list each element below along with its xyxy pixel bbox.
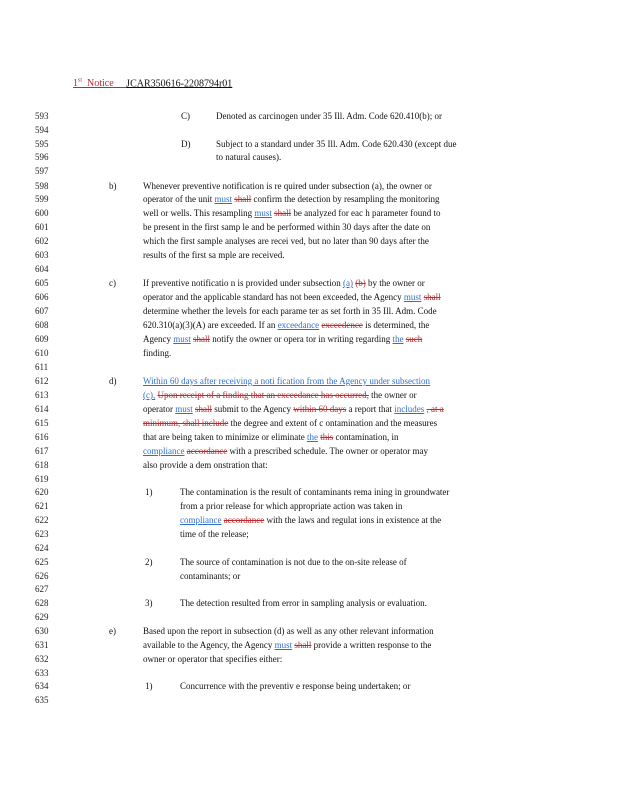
line-number: 627: [35, 584, 49, 594]
subsection-c-line4: 620.310(a)(3)(A) are exceeded. If an exceedance exceedence is determined, the: [143, 320, 430, 330]
line-number: 600: [35, 208, 49, 218]
line-number: 609: [35, 334, 49, 344]
inserted-text: (a): [342, 278, 353, 288]
line-number: 614: [35, 404, 49, 414]
document-id: JCAR350616-2208794r01: [126, 78, 233, 90]
deleted-text: Upon receipt of a finding that an exceedance has occurred,: [157, 390, 369, 400]
subsection-c-line3: determine whether the levels for each parame ter as set forth in 35 Ill. Adm. Code: [143, 306, 437, 316]
line-number: 621: [35, 501, 49, 511]
subsection-b-line5: which the first sample analyses are recei ved, but no later than 90 days after the: [143, 236, 429, 246]
item-d2-line2: contaminants; or: [180, 571, 241, 581]
subsection-b-line4: be present in the first samp le and be performed within 30 days after the date on: [143, 222, 431, 232]
line-number: 630: [35, 626, 49, 636]
inserted-text: must: [403, 292, 422, 302]
line-number: 607: [35, 306, 49, 316]
deleted-text: shall: [274, 208, 292, 218]
line-number: 601: [35, 222, 49, 232]
line-number: 594: [35, 125, 49, 135]
subsection-e-line1: Based upon the report in subsection (d) as well as any other relevant information: [143, 626, 434, 636]
inserted-text: the: [306, 432, 318, 442]
inserted-text: exceedance: [277, 320, 320, 330]
deleted-text: , at a: [426, 404, 444, 414]
subsection-b-line6: results of the first sa mple are received.: [143, 250, 285, 260]
inserted-text: compliance: [143, 446, 185, 456]
line-number: 603: [35, 250, 49, 260]
subsection-d-line2: (c), Upon receipt of a finding that an exceedance has occurred, the owner or: [143, 390, 417, 400]
subsection-b-line3: well or wells. This resampling must shall be analyzed for eac h parameter found to: [143, 208, 441, 218]
line-number: 626: [35, 571, 49, 581]
inserted-text: includes: [394, 404, 425, 414]
line-number: 617: [35, 446, 49, 456]
subsection-label-b: b): [109, 181, 117, 191]
deleted-text: accordance: [223, 515, 265, 525]
line-number: 620: [35, 487, 49, 497]
subsection-d-line6: compliance accordance with a prescribed schedule. The owner or operator may: [143, 446, 428, 456]
deleted-text: shall: [195, 404, 212, 414]
line-number: 605: [35, 278, 49, 288]
deleted-text: (b): [355, 278, 366, 288]
item-d1-line4: time of the release;: [180, 529, 249, 539]
line-number: 623: [35, 529, 49, 539]
line-number: 624: [35, 543, 49, 553]
subsection-d-line1: Within 60 days after receiving a noti fication from the Agency under subsection: [143, 376, 431, 386]
deleted-text: minimum, shall include: [143, 418, 229, 428]
inserted-text: (c),: [143, 390, 156, 400]
notice-header: [73, 78, 232, 89]
subsection-b-line1: Whenever preventive notification is re quired under subsection (a), the owner or: [143, 181, 432, 191]
item-label-d1: 1): [145, 487, 153, 497]
line-number: 628: [35, 598, 49, 608]
deleted-text: such: [405, 334, 423, 344]
subsection-c-line5: Agency must shall notify the owner or opera tor in writing regarding the such: [143, 334, 423, 344]
item-label-e1: 1): [145, 681, 153, 691]
line-number: 622: [35, 515, 49, 525]
subsection-b-line2: operator of the unit must shall confirm the detection by resampling the monitoring: [143, 194, 440, 204]
inserted-text: must: [173, 334, 191, 344]
line-number: 604: [35, 264, 49, 274]
line-number: 615: [35, 418, 49, 428]
item-d1-line2: from a prior release for which appropriate action was taken in: [180, 501, 403, 511]
line-number: 598: [35, 181, 49, 191]
item-e1-line1: Concurrence with the preventiv e response being undertaken; or: [180, 681, 411, 691]
line-number: 616: [35, 432, 49, 442]
subsection-d-line3: operator must shall submit to the Agency within 60 days a report that includes , at a: [143, 404, 444, 414]
item-d2-line1: The source of contamination is not due to the on-site release of: [180, 557, 407, 567]
subsection-d-line5: that are being taken to minimize or eliminate the this contamination, in: [143, 432, 399, 442]
line-number: 629: [35, 612, 49, 622]
line-number: 611: [35, 362, 49, 372]
inserted-text: must: [274, 640, 293, 650]
line-number: 608: [35, 320, 49, 330]
deleted-text: shall: [193, 334, 211, 344]
line-number: 625: [35, 557, 49, 567]
deleted-text: within 60 days: [293, 404, 347, 414]
item-D-text-line1: Subject to a standard under 35 Ill. Adm. Code 620.430 (except due: [216, 139, 457, 149]
line-number: 635: [35, 695, 49, 705]
subsection-e-line2: available to the Agency, the Agency must shall provide a written response to the: [143, 640, 432, 650]
inserted-text: the: [392, 334, 404, 344]
inserted-text: must: [254, 208, 272, 218]
inserted-text: must: [175, 404, 193, 414]
line-number: 633: [35, 668, 49, 678]
subsection-label-d: d): [109, 376, 117, 386]
inserted-text: compliance: [180, 515, 222, 525]
deleted-text: shall: [294, 640, 312, 650]
line-number: 610: [35, 348, 49, 358]
inserted-text: must: [214, 194, 232, 204]
line-number: 596: [35, 152, 49, 162]
line-number: 599: [35, 194, 49, 204]
subsection-c-line2: operator and the applicable standard has not been exceeded, the Agency must shall: [143, 292, 441, 302]
line-number: 632: [35, 654, 49, 664]
line-number: 619: [35, 474, 49, 484]
line-number: 597: [35, 166, 49, 176]
item-d1-line3: compliance accordance with the laws and regulat ions in existence at the: [180, 515, 442, 525]
item-label-C: C): [181, 111, 190, 121]
subsection-e-line3: owner or operator that specifies either:: [143, 654, 283, 664]
line-number: 606: [35, 292, 49, 302]
line-number: 613: [35, 390, 49, 400]
item-D-text-line2: to natural causes).: [216, 152, 282, 162]
line-number: 593: [35, 111, 49, 121]
item-label-d3: 3): [145, 598, 153, 608]
line-number: 602: [35, 236, 49, 246]
deleted-text: shall: [423, 292, 441, 302]
subsection-c-line6: finding.: [143, 348, 172, 358]
item-d3-line1: The detection resulted from error in sampling analysis or evaluation.: [180, 598, 427, 608]
line-number: 634: [35, 681, 49, 691]
deleted-text: shall: [234, 194, 252, 204]
notice-label: 1st Notice: [73, 78, 114, 90]
item-label-D: D): [181, 139, 191, 149]
deleted-text: this: [320, 432, 334, 442]
subsection-d-line7: also provide a dem onstration that:: [143, 460, 268, 470]
item-C-text: Denoted as carcinogen under 35 Ill. Adm. Code 620.410(b); or: [216, 111, 442, 121]
subsection-c-line1: If preventive notificatio n is provided under subsection (a) (b) by the owner or: [143, 278, 425, 288]
line-number: 631: [35, 640, 49, 650]
item-label-d2: 2): [145, 557, 153, 567]
deleted-text: accordance: [186, 446, 228, 456]
line-number: 595: [35, 139, 49, 149]
subsection-d-line4: minimum, shall include the degree and extent of c ontamination and the measures: [143, 418, 438, 428]
subsection-label-c: c): [109, 278, 116, 288]
line-number: 612: [35, 376, 49, 386]
line-number: 618: [35, 460, 49, 470]
item-d1-line1: The contamination is the result of contaminants rema ining in groundwater: [180, 487, 450, 497]
deleted-text: exceedence: [321, 320, 363, 330]
subsection-label-e: e): [109, 626, 116, 636]
